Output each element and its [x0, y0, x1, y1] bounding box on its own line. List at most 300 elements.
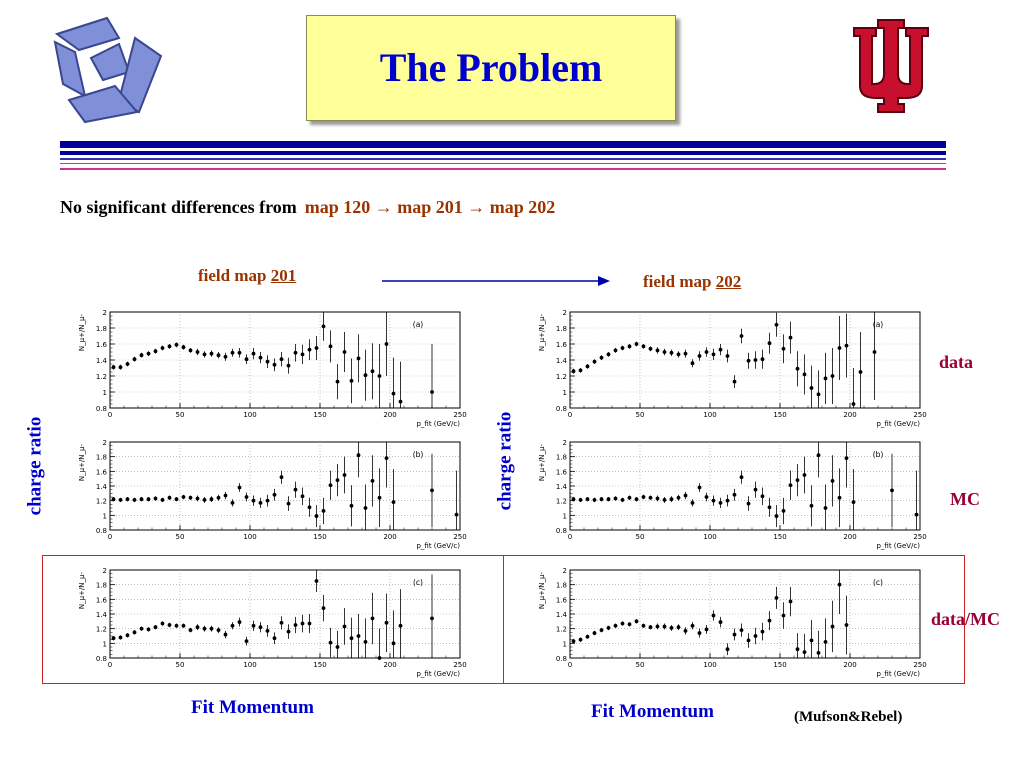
data-point: [238, 620, 242, 624]
data-point: [126, 633, 130, 637]
data-point: [133, 498, 137, 502]
plot-right-data: [530, 304, 930, 430]
data-point: [859, 370, 863, 374]
data-point: [740, 334, 744, 338]
x-tick-label: 200: [383, 411, 397, 419]
data-point: [308, 622, 312, 626]
y-tick-label: 0.8: [555, 527, 567, 535]
data-point: [231, 351, 235, 355]
data-point: [266, 499, 270, 503]
x-tick-label: 200: [383, 533, 397, 541]
data-point: [670, 626, 674, 630]
data-point: [357, 634, 361, 638]
data-point: [663, 350, 667, 354]
data-point: [455, 513, 459, 517]
data-point: [245, 495, 249, 499]
data-point: [838, 496, 842, 500]
data-point: [698, 354, 702, 358]
y-tick-label: 2: [562, 439, 567, 447]
data-point: [182, 624, 186, 628]
x-tick-label: 150: [773, 533, 787, 541]
data-point: [119, 498, 123, 502]
data-point: [628, 345, 632, 349]
header-stripe-2: [60, 151, 946, 155]
x-axis-label: p_fit (GeV/c): [876, 542, 920, 550]
data-point: [817, 651, 821, 655]
data-point: [399, 624, 403, 628]
data-point: [670, 351, 674, 355]
data-point: [733, 493, 737, 497]
x-tick-label: 50: [175, 411, 185, 419]
data-point: [698, 486, 702, 490]
data-point: [621, 346, 625, 350]
data-point: [712, 353, 716, 357]
data-point: [168, 345, 172, 349]
data-point: [593, 498, 597, 502]
y-tick-label: 1.8: [95, 581, 107, 590]
data-point: [796, 647, 800, 651]
y-tick-label: 1.4: [555, 611, 567, 619]
data-point: [719, 620, 723, 624]
data-point: [203, 498, 207, 502]
data-point: [754, 488, 758, 492]
data-point: [677, 496, 681, 500]
data-point: [385, 621, 389, 625]
x-tick-label: 50: [635, 533, 645, 541]
y-axis-label: N_μ+/N_μ-: [78, 572, 86, 610]
data-point: [642, 624, 646, 628]
x-tick-label: 0: [567, 661, 573, 669]
x-tick-label: 200: [843, 411, 857, 419]
data-point: [280, 357, 284, 361]
data-point: [845, 623, 849, 627]
data-point: [371, 479, 375, 483]
data-point: [161, 346, 165, 350]
data-point: [287, 630, 291, 634]
data-point: [782, 347, 786, 351]
x-tick-label: 100: [243, 533, 257, 541]
data-point: [579, 369, 583, 373]
data-point: [824, 506, 828, 510]
data-point: [733, 380, 737, 384]
data-point: [705, 495, 709, 499]
field-map-201-number: 201: [270, 266, 297, 285]
data-point: [343, 625, 347, 629]
panel-tag: (b): [412, 450, 424, 459]
field-map-202-number: 202: [715, 272, 742, 291]
data-point: [315, 346, 319, 350]
credit: (Mufson&Rebel): [794, 709, 903, 725]
data-point: [168, 496, 172, 500]
data-point: [915, 513, 919, 517]
y-tick-label: 1.6: [95, 341, 107, 349]
data-point: [810, 639, 814, 643]
x-tick-label: 250: [913, 533, 927, 541]
data-point: [287, 364, 291, 368]
data-point: [350, 504, 354, 508]
y-tick-label: 1.2: [555, 373, 567, 381]
plot-left-data: [70, 304, 470, 430]
data-point: [747, 359, 751, 363]
y-tick-label: 1.6: [555, 468, 567, 477]
y-tick-label: 1.2: [95, 497, 107, 506]
data-point: [803, 473, 807, 477]
y-tick-label: 1.2: [95, 373, 107, 381]
data-point: [593, 360, 597, 364]
data-point: [245, 357, 249, 361]
x-tick-label: 150: [773, 411, 787, 419]
y-tick-label: 1: [102, 640, 107, 649]
data-point: [161, 622, 165, 626]
data-point: [726, 499, 730, 503]
data-point: [824, 377, 828, 381]
data-point: [168, 623, 172, 627]
data-point: [287, 502, 291, 506]
data-point: [238, 486, 242, 490]
data-point: [600, 628, 604, 632]
x-tick-label: 50: [175, 533, 185, 541]
data-point: [217, 353, 221, 357]
panel-tag: (a): [872, 320, 884, 329]
charge-ratio-label-right: charge ratio: [494, 411, 516, 511]
data-point: [203, 627, 207, 631]
header-stripe-3: [60, 158, 946, 160]
y-tick-label: 2: [102, 439, 107, 447]
data-point: [252, 499, 256, 503]
y-tick-label: 1.8: [555, 453, 567, 462]
data-point: [378, 496, 382, 500]
row-label-mc: MC: [950, 489, 980, 509]
x-tick-label: 100: [243, 661, 257, 669]
y-tick-label: 1.4: [555, 357, 567, 365]
x-tick-label: 250: [453, 533, 467, 541]
data-point: [196, 625, 200, 629]
data-point: [845, 344, 849, 348]
data-point: [189, 349, 193, 353]
data-point: [301, 622, 305, 626]
data-point: [385, 456, 389, 460]
data-point: [224, 494, 228, 498]
data-point: [852, 500, 856, 504]
panel-tag: (c): [413, 578, 423, 587]
data-point: [308, 348, 312, 352]
y-tick-label: 1.4: [95, 357, 107, 365]
data-point: [726, 647, 730, 651]
data-point: [817, 453, 821, 457]
data-point: [719, 348, 723, 352]
x-tick-label: 0: [107, 411, 113, 419]
data-point: [733, 633, 737, 637]
data-point: [224, 633, 228, 637]
y-tick-label: 1.8: [95, 325, 107, 333]
data-point: [677, 625, 681, 629]
data-point: [831, 479, 835, 483]
data-point: [140, 627, 144, 631]
data-point: [217, 628, 221, 632]
data-point: [343, 473, 347, 477]
y-tick-label: 2: [102, 309, 107, 317]
x-tick-label: 250: [913, 411, 927, 419]
data-point: [350, 636, 354, 640]
data-point: [238, 351, 242, 355]
data-point: [329, 483, 333, 487]
data-point: [315, 579, 319, 583]
data-point: [684, 629, 688, 633]
data-point: [430, 390, 434, 394]
x-tick-label: 0: [107, 661, 113, 669]
data-point: [810, 386, 814, 390]
data-point: [154, 625, 158, 629]
data-point: [831, 374, 835, 378]
plot-left-mc: [70, 434, 470, 552]
data-point: [614, 349, 618, 353]
x-tick-label: 100: [703, 411, 717, 419]
data-point: [586, 365, 590, 369]
field-map-202-prefix: field map: [643, 272, 716, 291]
x-tick-label: 150: [313, 411, 327, 419]
plot-right-ratio: [530, 562, 930, 680]
data-point: [430, 489, 434, 493]
data-point: [803, 650, 807, 654]
data-point: [385, 342, 389, 346]
header-stripe-5: [60, 168, 946, 170]
data-point: [579, 498, 583, 502]
x-tick-label: 0: [567, 533, 573, 541]
field-map-201-heading: [198, 266, 296, 286]
data-point: [357, 453, 361, 457]
data-point: [364, 506, 368, 510]
data-point: [670, 497, 674, 501]
data-point: [691, 624, 695, 628]
x-tick-label: 150: [313, 533, 327, 541]
data-point: [705, 628, 709, 632]
data-point: [789, 336, 793, 340]
row-label-data-mc: data/MC: [931, 609, 1000, 629]
data-point: [712, 614, 716, 618]
data-point: [245, 639, 249, 643]
data-point: [196, 350, 200, 354]
data-point: [642, 495, 646, 499]
data-point: [266, 629, 270, 633]
data-point: [329, 345, 333, 349]
data-point: [280, 475, 284, 479]
y-tick-label: 1.8: [555, 325, 567, 333]
data-point: [740, 475, 744, 479]
data-point: [161, 498, 165, 502]
x-tick-label: 250: [453, 411, 467, 419]
data-point: [782, 509, 786, 513]
data-point: [775, 514, 779, 518]
data-point: [210, 627, 214, 631]
data-point: [705, 350, 709, 354]
x-tick-label: 100: [703, 533, 717, 541]
data-point: [322, 606, 326, 610]
data-point: [656, 625, 660, 629]
row-label-data: data: [939, 352, 974, 372]
data-point: [175, 343, 179, 347]
data-point: [189, 628, 193, 632]
x-tick-label: 200: [843, 533, 857, 541]
x-axis-label: p_fit (GeV/c): [876, 670, 920, 678]
data-point: [614, 624, 618, 628]
data-point: [789, 483, 793, 487]
page-title: The Problem: [379, 45, 603, 90]
x-axis-label: p_fit (GeV/c): [876, 420, 920, 428]
y-tick-label: 1.2: [555, 497, 567, 506]
y-tick-label: 2: [102, 567, 107, 575]
data-point: [649, 496, 653, 500]
data-point: [182, 345, 186, 349]
x-tick-label: 200: [843, 661, 857, 669]
data-point: [663, 498, 667, 502]
data-point: [796, 478, 800, 482]
data-point: [203, 353, 207, 357]
x-axis-label: p_fit (GeV/c): [416, 420, 460, 428]
y-axis-label: N_μ+/N_μ-: [538, 444, 546, 482]
data-point: [112, 365, 116, 369]
data-point: [301, 353, 305, 357]
x-tick-label: 50: [635, 661, 645, 669]
data-point: [586, 497, 590, 501]
x-tick-label: 250: [453, 661, 467, 669]
data-point: [399, 400, 403, 404]
panel-tag: (b): [872, 450, 884, 459]
data-point: [126, 497, 130, 501]
data-point: [259, 625, 263, 629]
y-tick-label: 1.6: [555, 596, 567, 605]
data-point: [364, 373, 368, 377]
data-point: [357, 357, 361, 361]
data-point: [642, 345, 646, 349]
panel-tag: (c): [873, 578, 883, 587]
data-point: [392, 500, 396, 504]
triskelion-logo: [45, 14, 165, 126]
data-point: [635, 342, 639, 346]
x-axis-label: p_fit (GeV/c): [416, 670, 460, 678]
data-point: [112, 636, 116, 640]
data-point: [628, 622, 632, 626]
data-point: [210, 352, 214, 356]
data-point: [747, 502, 751, 506]
data-point: [364, 640, 368, 644]
y-tick-label: 1.6: [555, 341, 567, 349]
data-point: [196, 497, 200, 501]
data-point: [649, 347, 653, 351]
data-point: [572, 497, 576, 501]
x-tick-label: 50: [175, 661, 185, 669]
data-point: [782, 614, 786, 618]
data-point: [747, 639, 751, 643]
data-point: [259, 501, 263, 505]
data-point: [217, 496, 221, 500]
data-point: [761, 630, 765, 634]
data-point: [147, 497, 151, 501]
data-point: [691, 501, 695, 505]
y-tick-label: 1.2: [95, 625, 107, 634]
data-point: [663, 625, 667, 629]
data-point: [586, 635, 590, 639]
data-point: [712, 499, 716, 503]
intro-text: No significant differences from: [60, 197, 297, 217]
data-point: [371, 617, 375, 621]
x-tick-label: 100: [243, 411, 257, 419]
x-tick-label: 200: [383, 661, 397, 669]
data-point: [607, 497, 611, 501]
data-point: [350, 379, 354, 383]
data-point: [280, 621, 284, 625]
y-tick-label: 1.4: [95, 483, 107, 491]
data-point: [635, 497, 639, 501]
data-point: [775, 596, 779, 600]
iu-trident-logo: [852, 16, 930, 114]
data-point: [831, 625, 835, 629]
data-point: [593, 631, 597, 635]
data-point: [119, 365, 123, 369]
y-tick-label: 1.6: [95, 468, 107, 477]
data-point: [175, 624, 179, 628]
y-tick-label: 1: [102, 389, 107, 397]
y-tick-label: 1: [562, 640, 567, 649]
data-point: [684, 352, 688, 356]
data-point: [329, 641, 333, 645]
data-point: [698, 631, 702, 635]
data-point: [890, 489, 894, 493]
data-point: [392, 392, 396, 396]
data-point: [252, 352, 256, 356]
title-box: [306, 15, 676, 121]
data-point: [294, 488, 298, 492]
fit-momentum-label-right: Fit Momentum: [591, 701, 714, 722]
data-point: [175, 497, 179, 501]
data-point: [621, 498, 625, 502]
data-point: [147, 352, 151, 356]
data-point: [210, 497, 214, 501]
x-tick-label: 0: [567, 411, 573, 419]
data-point: [677, 353, 681, 357]
x-tick-label: 150: [773, 661, 787, 669]
data-point: [684, 494, 688, 498]
y-tick-label: 2: [562, 309, 567, 317]
y-tick-label: 1.8: [555, 581, 567, 590]
data-point: [754, 358, 758, 362]
data-point: [768, 341, 772, 345]
data-point: [343, 350, 347, 354]
data-point: [259, 356, 263, 360]
data-point: [873, 350, 877, 354]
header-stripe-4: [60, 163, 946, 164]
y-tick-label: 1: [562, 389, 567, 397]
data-point: [252, 624, 256, 628]
data-point: [838, 346, 842, 350]
data-point: [761, 494, 765, 498]
y-tick-label: 1.4: [95, 611, 107, 619]
data-point: [845, 456, 849, 460]
y-tick-label: 1.6: [95, 596, 107, 605]
data-point: [231, 624, 235, 628]
data-point: [294, 623, 298, 627]
y-tick-label: 1.4: [555, 483, 567, 491]
data-point: [378, 656, 382, 660]
data-point: [371, 369, 375, 373]
y-tick-label: 0.8: [555, 405, 567, 413]
data-point: [189, 496, 193, 500]
data-point: [656, 497, 660, 501]
x-tick-label: 50: [635, 411, 645, 419]
data-point: [392, 641, 396, 645]
plot-right-mc: [530, 434, 930, 552]
data-point: [572, 369, 576, 373]
data-point: [810, 504, 814, 508]
